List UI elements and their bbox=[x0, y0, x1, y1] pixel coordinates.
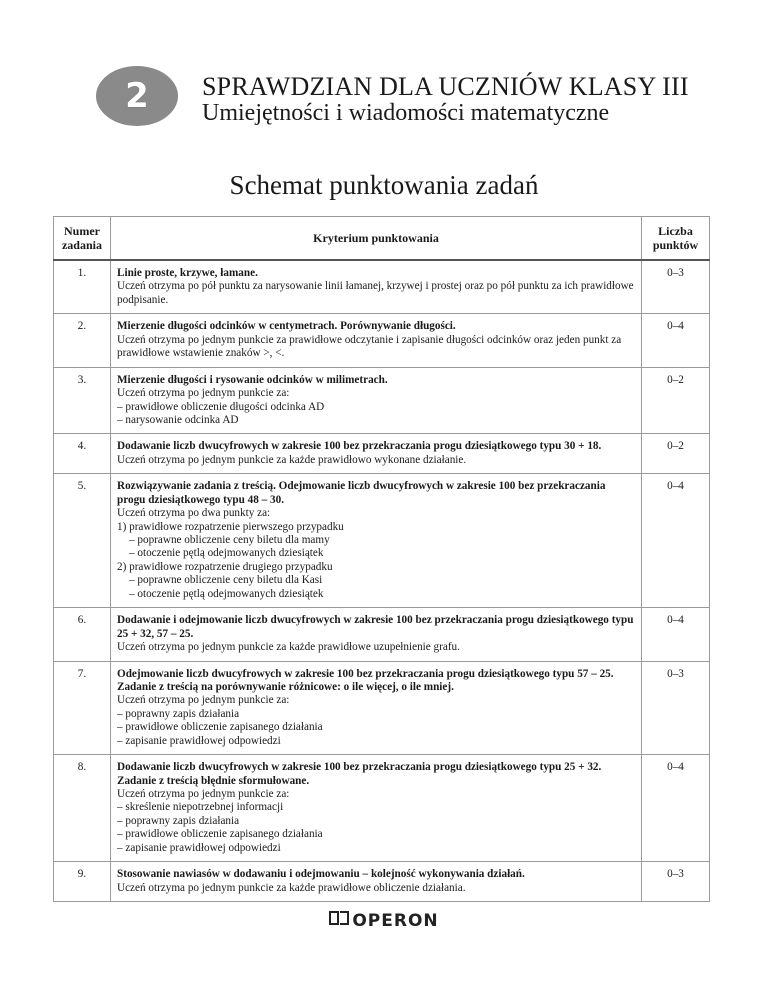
criterion-title: Stosowanie nawiasów w dodawaniu i odejmowaniu – kolejność wykonywania działań. bbox=[117, 868, 525, 881]
table-row bbox=[54, 314, 710, 367]
criterion-line: – poprawne obliczenie ceny biletu dla Kasi bbox=[129, 574, 323, 587]
test-subtitle: Umiejętności i wiadomości matematyczne bbox=[202, 100, 610, 126]
task-points: 0–4 bbox=[642, 755, 710, 862]
task-number: 4. bbox=[54, 434, 111, 474]
header-points: Liczba punktów bbox=[642, 217, 710, 261]
table-row bbox=[54, 862, 710, 902]
task-number: 9. bbox=[54, 862, 111, 902]
publisher-logo bbox=[0, 910, 768, 931]
criterion-line: Uczeń otrzyma po pół punktu za narysowanie linii łamanej, krzywej i prostej oraz po pół punktu za ich prawidłowe podpisanie. bbox=[117, 280, 634, 306]
criterion-line: – zapisanie prawidłowej odpowiedzi bbox=[117, 841, 281, 854]
task-points: 0–4 bbox=[642, 608, 710, 661]
number-badge bbox=[96, 66, 178, 126]
task-number: 6. bbox=[54, 608, 111, 661]
task-points: 0–4 bbox=[642, 314, 710, 367]
task-criterion bbox=[111, 314, 642, 367]
criterion-line: Uczeń otrzyma po jednym punkcie za każde prawidłowe obliczenie działania. bbox=[117, 881, 466, 894]
scoring-table bbox=[53, 216, 710, 902]
table-row bbox=[54, 434, 710, 474]
criterion-line: Uczeń otrzyma po jednym punkcie za każde prawidłowe uzupełnienie grafu. bbox=[117, 641, 460, 654]
task-points: 0–3 bbox=[642, 260, 710, 314]
criterion-line: 1) prawidłowe rozpatrzenie pierwszego przypadku bbox=[117, 520, 344, 533]
criterion-title: Odejmowanie liczb dwucyfrowych w zakresie 100 bez przekraczania progu dziesiątkowego typu 57 – 25. Zadanie z treścią na porównywanie różnicowe: o ile więcej, o ile mniej. bbox=[117, 667, 614, 693]
criterion-line: – zapisanie prawidłowej odpowiedzi bbox=[117, 734, 281, 747]
task-number: 5. bbox=[54, 474, 111, 608]
table-row bbox=[54, 260, 710, 314]
task-criterion bbox=[111, 367, 642, 434]
task-criterion bbox=[111, 260, 642, 314]
table-row bbox=[54, 474, 710, 608]
section-title: Schemat punktowania zadań bbox=[229, 170, 539, 200]
criterion-line: – prawidłowe obliczenie długości odcinka AD bbox=[117, 400, 325, 413]
table-row bbox=[54, 608, 710, 661]
task-number: 8. bbox=[54, 755, 111, 862]
criterion-line: – prawidłowe obliczenie zapisanego działania bbox=[117, 721, 323, 734]
table-header-row bbox=[54, 217, 710, 261]
task-criterion bbox=[111, 474, 642, 608]
criterion-title: Linie proste, krzywe, łamane. bbox=[117, 267, 258, 279]
criterion-title: Mierzenie długości odcinków w centymetrach. Porównywanie długości. bbox=[117, 320, 456, 333]
task-number: 1. bbox=[54, 260, 111, 314]
logo-text: OPERON bbox=[352, 910, 439, 931]
task-criterion bbox=[111, 862, 642, 902]
task-criterion bbox=[111, 661, 642, 755]
criterion-title: Dodawanie liczb dwucyfrowych w zakresie 100 bez przekraczania progu dziesiątkowego typu 30 + 18. bbox=[117, 440, 602, 453]
table-row bbox=[54, 367, 710, 434]
criterion-line: Uczeń otrzyma po dwa punkty za: bbox=[117, 507, 271, 520]
header-number: Numer zadania bbox=[54, 217, 111, 261]
task-points: 0–2 bbox=[642, 434, 710, 474]
criterion-line: – otoczenie pętlą odejmowanych dziesiątek bbox=[129, 587, 324, 600]
criterion-title: Dodawanie i odejmowanie liczb dwucyfrowych w zakresie 100 bez przekraczania progu dziesiątkowego typu 25 + 32, 57 – 25. bbox=[117, 614, 634, 640]
criterion-line: – prawidłowe obliczenie zapisanego działania bbox=[117, 828, 323, 841]
header-criterion: Kryterium punktowania bbox=[111, 217, 642, 261]
criterion-line: – otoczenie pętlą odejmowanych dziesiątek bbox=[129, 547, 324, 560]
task-number: 2. bbox=[54, 314, 111, 367]
table-body bbox=[54, 260, 710, 902]
task-points: 0–3 bbox=[642, 862, 710, 902]
table-row bbox=[54, 755, 710, 862]
criterion-line: Uczeń otrzyma po jednym punkcie za: bbox=[117, 694, 290, 707]
task-points: 0–3 bbox=[642, 661, 710, 755]
test-title: SPRAWDZIAN DLA UCZNIÓW KLASY III bbox=[202, 72, 689, 101]
criterion-line: 2) prawidłowe rozpatrzenie drugiego przypadku bbox=[117, 560, 333, 573]
criterion-line: – skreślenie niepotrzebnej informacji bbox=[117, 801, 284, 814]
criterion-line: – poprawny zapis działania bbox=[117, 707, 240, 720]
page-header bbox=[0, 0, 768, 140]
criterion-line: Uczeń otrzyma po jednym punkcie za: bbox=[117, 788, 290, 800]
criterion-line: Uczeń otrzyma po jednym punkcie za każde prawidłowo wykonane działanie. bbox=[117, 453, 467, 466]
task-points: 0–2 bbox=[642, 367, 710, 434]
criterion-line: – narysowanie odcinka AD bbox=[117, 413, 239, 426]
criterion-title: Mierzenie długości i rysowanie odcinków w milimetrach. bbox=[117, 373, 388, 386]
badge-number: 2 bbox=[125, 76, 149, 116]
task-criterion bbox=[111, 755, 642, 862]
task-criterion bbox=[111, 608, 642, 661]
criterion-line: – poprawny zapis działania bbox=[117, 814, 240, 827]
task-number: 3. bbox=[54, 367, 111, 434]
criterion-line: – poprawne obliczenie ceny biletu dla mamy bbox=[129, 534, 330, 546]
task-number: 7. bbox=[54, 661, 111, 755]
operon-logo-icon bbox=[329, 910, 349, 931]
task-criterion bbox=[111, 434, 642, 474]
criterion-title: Dodawanie liczb dwucyfrowych w zakresie 100 bez przekraczania progu dziesiątkowego typu 25 + 32. Zadanie z treścią błędnie sformułowane. bbox=[117, 761, 602, 787]
table-row bbox=[54, 661, 710, 755]
criterion-line: Uczeń otrzyma po jednym punkcie za: bbox=[117, 387, 290, 400]
task-points: 0–4 bbox=[642, 474, 710, 608]
criterion-line: Uczeń otrzyma po jednym punkcie za prawidłowe odczytanie i zapisanie długości odcinków oraz jeden punkt za prawidłowe wstawienie znaków >, <. bbox=[117, 333, 622, 360]
criterion-title: Rozwiązywanie zadania z treścią. Odejmowanie liczb dwucyfrowych w zakresie 100 bez przekraczania progu dziesiątkowego typu 48 – 30. bbox=[117, 480, 606, 506]
